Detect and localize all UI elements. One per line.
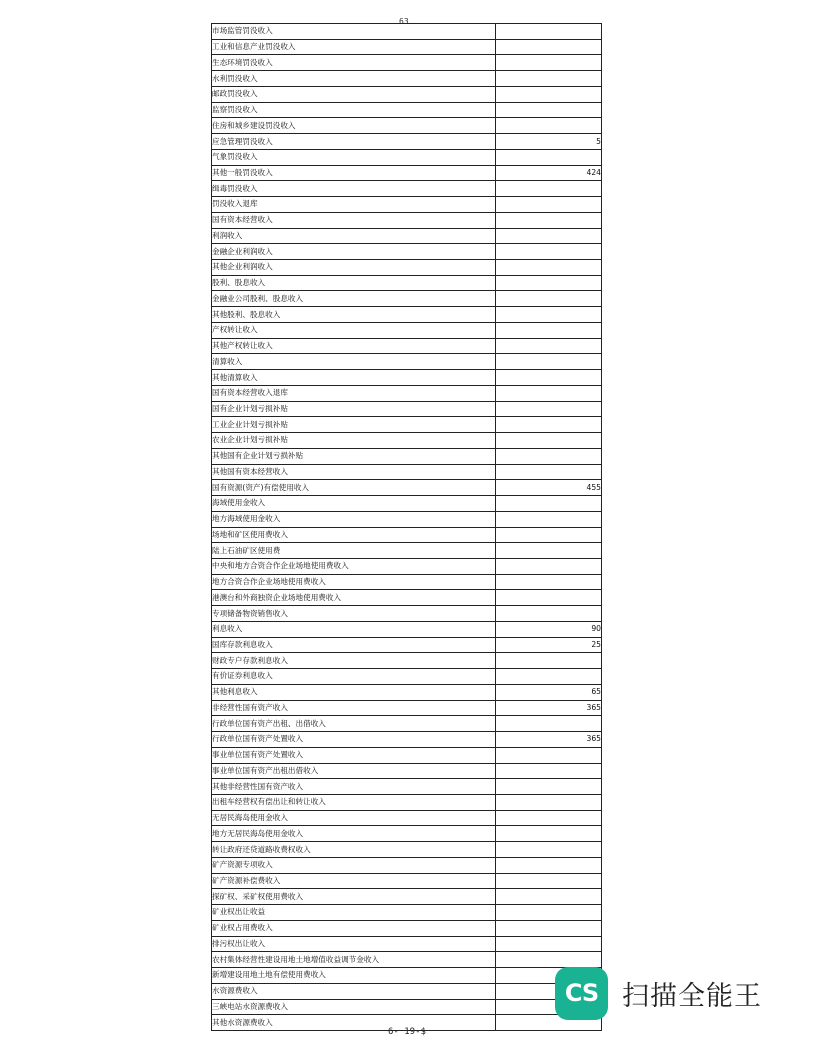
row-value xyxy=(496,590,602,606)
row-name: 其他利息收入 xyxy=(212,684,496,700)
row-value xyxy=(496,307,602,323)
row-value xyxy=(496,291,602,307)
table-row xyxy=(212,401,602,417)
row-value xyxy=(496,558,602,574)
row-value xyxy=(496,889,602,905)
row-name: 邮政罚没收入 xyxy=(212,86,496,102)
table-row xyxy=(212,370,602,386)
row-name: 出租车经营权有偿出让和转让收入 xyxy=(212,794,496,810)
budget-table-container xyxy=(211,23,602,1031)
table-row xyxy=(212,842,602,858)
row-value xyxy=(496,24,602,40)
table-row xyxy=(212,779,602,795)
row-value xyxy=(496,747,602,763)
row-name: 国有资本经营收入 xyxy=(212,212,496,228)
table-row xyxy=(212,102,602,118)
row-name: 其他国有资本经营收入 xyxy=(212,464,496,480)
row-value xyxy=(496,716,602,732)
table-row xyxy=(212,464,602,480)
row-name: 港澳台和外商独资企业场地使用费收入 xyxy=(212,590,496,606)
table-row xyxy=(212,71,602,87)
row-value xyxy=(496,55,602,71)
row-value xyxy=(496,527,602,543)
row-value xyxy=(496,197,602,213)
table-row xyxy=(212,684,602,700)
table-row xyxy=(212,653,602,669)
table-row xyxy=(212,637,602,653)
row-value xyxy=(496,401,602,417)
table-row xyxy=(212,496,602,512)
row-value xyxy=(496,275,602,291)
row-value xyxy=(496,385,602,401)
header-mark: 63 xyxy=(399,17,409,26)
table-row xyxy=(212,134,602,150)
row-name: 其他非经营性国有资产收入 xyxy=(212,779,496,795)
table-row xyxy=(212,527,602,543)
table-row xyxy=(212,480,602,496)
row-name: 工业企业计划亏损补贴 xyxy=(212,417,496,433)
row-value xyxy=(496,511,602,527)
logo-text: CS xyxy=(564,979,599,1007)
table-row xyxy=(212,810,602,826)
table-row xyxy=(212,149,602,165)
table-row xyxy=(212,983,602,999)
row-name: 矿业权占用费收入 xyxy=(212,920,496,936)
table-row xyxy=(212,936,602,952)
row-name: 罚没收入退库 xyxy=(212,197,496,213)
table-row xyxy=(212,307,602,323)
row-value xyxy=(496,433,602,449)
row-value xyxy=(496,920,602,936)
row-name: 气象罚没收入 xyxy=(212,149,496,165)
row-value xyxy=(496,779,602,795)
table-row xyxy=(212,920,602,936)
row-name: 场地和矿区使用费收入 xyxy=(212,527,496,543)
row-value xyxy=(496,448,602,464)
row-name: 其他股利、股息收入 xyxy=(212,307,496,323)
row-name: 其他一般罚没收入 xyxy=(212,165,496,181)
table-row xyxy=(212,606,602,622)
row-value xyxy=(496,417,602,433)
row-name: 缉毒罚没收入 xyxy=(212,181,496,197)
row-value xyxy=(496,543,602,559)
table-row xyxy=(212,417,602,433)
table-row xyxy=(212,952,602,968)
row-value xyxy=(496,338,602,354)
row-value xyxy=(496,149,602,165)
row-value xyxy=(496,354,602,370)
row-value xyxy=(496,39,602,55)
row-name: 清算收入 xyxy=(212,354,496,370)
row-value: 90 xyxy=(496,621,602,637)
row-value: 65 xyxy=(496,684,602,700)
row-name: 工业和信息产业罚没收入 xyxy=(212,39,496,55)
table-row xyxy=(212,700,602,716)
row-name: 无居民海岛使用金收入 xyxy=(212,810,496,826)
row-name: 财政专户存款利息收入 xyxy=(212,653,496,669)
row-name: 地方合资合作企业场地使用费收入 xyxy=(212,574,496,590)
table-row xyxy=(212,905,602,921)
row-name: 监察罚没收入 xyxy=(212,102,496,118)
table-row xyxy=(212,889,602,905)
row-name: 农村集体经营性建设用地土地增值收益调节金收入 xyxy=(212,952,496,968)
table-row xyxy=(212,621,602,637)
table-row xyxy=(212,433,602,449)
row-name: 矿业权出让收益 xyxy=(212,905,496,921)
table-row xyxy=(212,385,602,401)
row-name: 股利、股息收入 xyxy=(212,275,496,291)
budget-table-body xyxy=(212,24,602,1031)
row-name: 有价证券利息收入 xyxy=(212,669,496,685)
row-name: 矿产资源补偿费收入 xyxy=(212,873,496,889)
camscanner-watermark xyxy=(555,965,785,1021)
table-row xyxy=(212,999,602,1015)
row-name: 国有企业计划亏损补贴 xyxy=(212,401,496,417)
table-row xyxy=(212,275,602,291)
row-name: 转让政府还贷道路收费权收入 xyxy=(212,842,496,858)
row-name: 国有资本经营收入退库 xyxy=(212,385,496,401)
row-value xyxy=(496,71,602,87)
table-row xyxy=(212,558,602,574)
row-name: 产权转让收入 xyxy=(212,322,496,338)
table-row xyxy=(212,181,602,197)
row-name: 矿产资源专项收入 xyxy=(212,857,496,873)
table-row xyxy=(212,55,602,71)
row-value xyxy=(496,181,602,197)
table-row xyxy=(212,590,602,606)
row-value xyxy=(496,936,602,952)
table-row xyxy=(212,338,602,354)
table-row xyxy=(212,763,602,779)
table-row xyxy=(212,244,602,260)
row-name: 行政单位国有资产出租、出借收入 xyxy=(212,716,496,732)
row-name: 水资源费收入 xyxy=(212,983,496,999)
row-name: 生态环境罚没收入 xyxy=(212,55,496,71)
row-value xyxy=(496,763,602,779)
row-name: 行政单位国有资产处置收入 xyxy=(212,732,496,748)
table-row xyxy=(212,543,602,559)
row-name: 利息收入 xyxy=(212,621,496,637)
budget-table xyxy=(211,23,602,1031)
row-name: 国库存款利息收入 xyxy=(212,637,496,653)
row-value xyxy=(496,810,602,826)
row-name: 水利罚没收入 xyxy=(212,71,496,87)
row-value xyxy=(496,86,602,102)
row-value: 25 xyxy=(496,637,602,653)
row-name: 地方无居民海岛使用金收入 xyxy=(212,826,496,842)
table-row xyxy=(212,794,602,810)
row-name: 金融企业利润收入 xyxy=(212,244,496,260)
row-value xyxy=(496,669,602,685)
row-value xyxy=(496,794,602,810)
table-row xyxy=(212,86,602,102)
row-value xyxy=(496,322,602,338)
table-row xyxy=(212,826,602,842)
row-value xyxy=(496,842,602,858)
table-row xyxy=(212,39,602,55)
table-row xyxy=(212,968,602,984)
table-row xyxy=(212,212,602,228)
table-row xyxy=(212,260,602,276)
row-name: 事业单位国有资产处置收入 xyxy=(212,747,496,763)
table-row xyxy=(212,511,602,527)
row-value xyxy=(496,496,602,512)
row-name: 新增建设用地土地有偿使用费收入 xyxy=(212,968,496,984)
table-row xyxy=(212,165,602,181)
row-value xyxy=(496,464,602,480)
row-name: 地方海域使用金收入 xyxy=(212,511,496,527)
row-value xyxy=(496,653,602,669)
row-name: 海域使用金收入 xyxy=(212,496,496,512)
row-value: 424 xyxy=(496,165,602,181)
table-row xyxy=(212,574,602,590)
table-row xyxy=(212,448,602,464)
row-name: 国有资源(资产)有偿使用收入 xyxy=(212,480,496,496)
row-name: 应急管理罚没收入 xyxy=(212,134,496,150)
table-row xyxy=(212,669,602,685)
table-row xyxy=(212,291,602,307)
table-row xyxy=(212,322,602,338)
row-value: 365 xyxy=(496,700,602,716)
table-row xyxy=(212,732,602,748)
row-name: 探矿权、采矿权使用费收入 xyxy=(212,889,496,905)
row-value xyxy=(496,905,602,921)
row-value xyxy=(496,102,602,118)
row-value xyxy=(496,857,602,873)
row-value xyxy=(496,228,602,244)
table-row xyxy=(212,197,602,213)
camscanner-logo-icon xyxy=(555,967,608,1020)
row-value: 365 xyxy=(496,732,602,748)
row-value xyxy=(496,826,602,842)
watermark-app-name: 扫描全能王 xyxy=(622,980,762,1012)
row-name: 农业企业计划亏损补贴 xyxy=(212,433,496,449)
table-row xyxy=(212,118,602,134)
row-name: 其他国有企业计划亏损补贴 xyxy=(212,448,496,464)
row-name: 其他企业利润收入 xyxy=(212,260,496,276)
row-name: 市场监管罚没收入 xyxy=(212,24,496,40)
table-row xyxy=(212,24,602,40)
row-value xyxy=(496,118,602,134)
row-value xyxy=(496,873,602,889)
row-name: 排污权出让收入 xyxy=(212,936,496,952)
row-value xyxy=(496,606,602,622)
row-name: 其他水资源费收入 xyxy=(212,1015,496,1031)
row-value xyxy=(496,244,602,260)
table-row xyxy=(212,354,602,370)
row-name: 专项储备物资销售收入 xyxy=(212,606,496,622)
table-row xyxy=(212,747,602,763)
row-value: 5 xyxy=(496,134,602,150)
table-row xyxy=(212,873,602,889)
row-name: 其他清算收入 xyxy=(212,370,496,386)
row-name: 中央和地方合资合作企业场地使用费收入 xyxy=(212,558,496,574)
table-row xyxy=(212,716,602,732)
row-value xyxy=(496,212,602,228)
row-name: 事业单位国有资产出租出借收入 xyxy=(212,763,496,779)
row-value xyxy=(496,260,602,276)
page-number: 6- 19-$ xyxy=(388,1027,426,1037)
row-name: 三峡电站水资源费收入 xyxy=(212,999,496,1015)
row-name: 其他产权转让收入 xyxy=(212,338,496,354)
row-value xyxy=(496,370,602,386)
row-value: 455 xyxy=(496,480,602,496)
row-name: 金融业公司股利、股息收入 xyxy=(212,291,496,307)
row-value xyxy=(496,574,602,590)
row-name: 非经营性国有资产收入 xyxy=(212,700,496,716)
table-row xyxy=(212,857,602,873)
table-row xyxy=(212,228,602,244)
row-name: 住房和城乡建设罚没收入 xyxy=(212,118,496,134)
row-name: 利润收入 xyxy=(212,228,496,244)
row-name: 陆上石油矿区使用费 xyxy=(212,543,496,559)
